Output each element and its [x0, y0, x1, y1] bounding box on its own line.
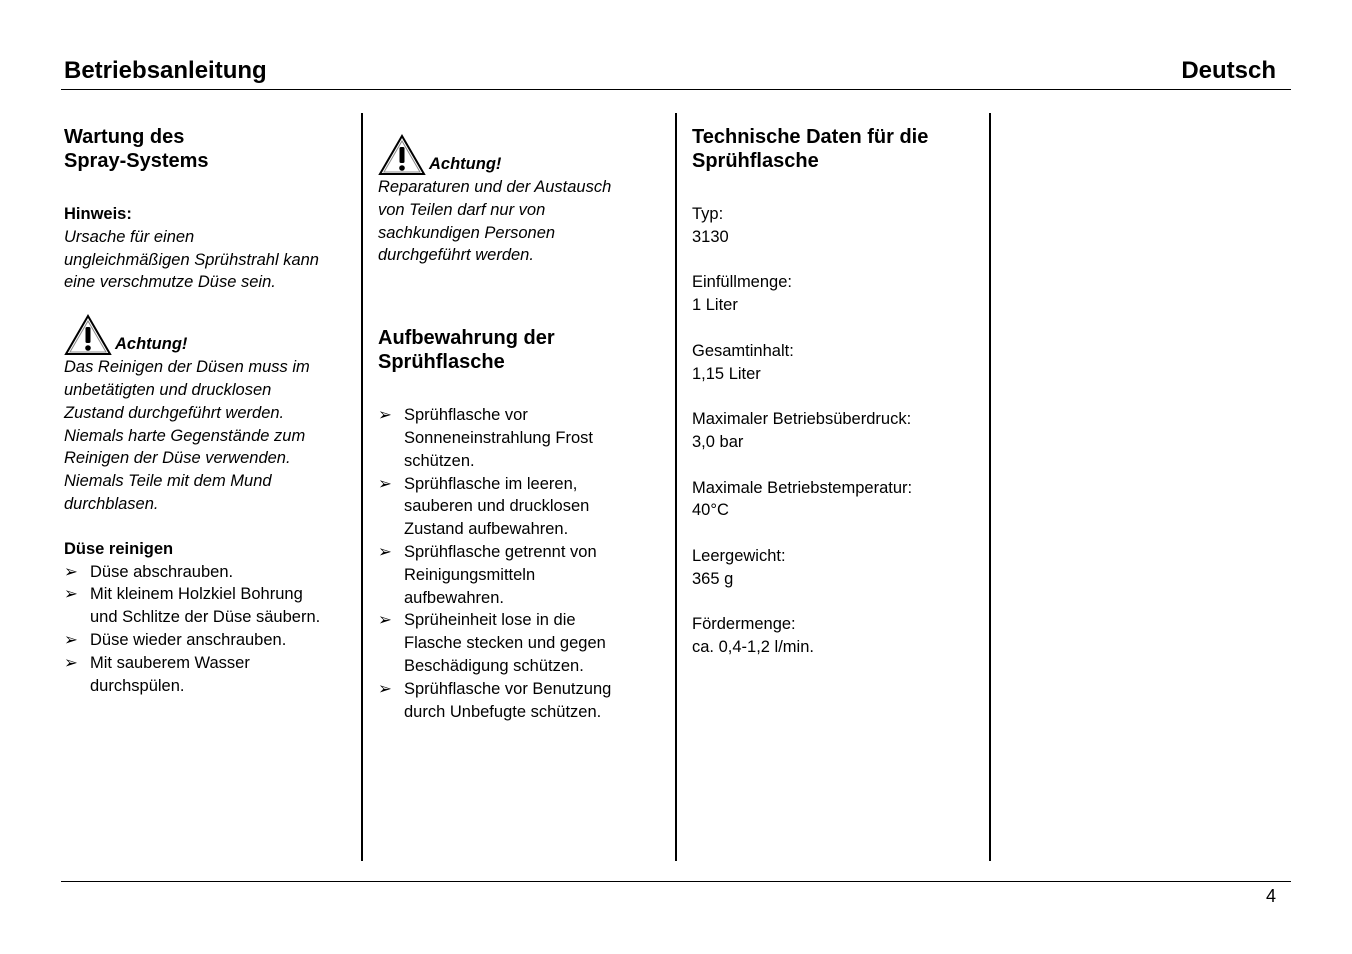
spec-value: 3,0 bar	[692, 432, 744, 451]
spec-max-pressure	[692, 408, 982, 454]
spec-flow-rate	[692, 613, 982, 659]
warning-block	[64, 314, 354, 356]
arrow-bullet-icon: ➢	[64, 562, 78, 581]
warning-triangle-icon	[64, 314, 112, 356]
arrow-bullet-icon: ➢	[378, 679, 392, 698]
arrow-bullet-icon: ➢	[64, 653, 78, 672]
spec-value: 40°C	[692, 501, 729, 520]
clean-steps-list	[64, 561, 354, 698]
list-item: ➢ Sprühflasche vor Sonneneinstrahlung Frost schützen.	[378, 406, 593, 470]
header-language: Deutsch	[1181, 57, 1276, 84]
section-title-maintenance	[64, 126, 354, 173]
title-line: Spray-Systems	[64, 149, 209, 172]
spec-label: Einfüllmenge:	[692, 273, 792, 292]
list-item: ➢ Sprühflasche vor Benutzung durch Unbefugte schützen.	[378, 679, 612, 721]
footer-rule	[61, 881, 1291, 882]
warning-label: Achtung!	[115, 335, 188, 354]
spec-total-volume	[692, 340, 982, 386]
spec-label: Gesamtinhalt:	[692, 341, 794, 360]
arrow-bullet-icon: ➢	[378, 542, 392, 561]
column-technical-data	[692, 126, 982, 659]
column-divider-3	[989, 113, 991, 861]
spec-value: ca. 0,4-1,2 l/min.	[692, 638, 814, 657]
column-divider-1	[361, 113, 363, 861]
title-line: Wartung des	[64, 126, 185, 148]
spec-label: Typ:	[692, 205, 724, 223]
spec-empty-weight	[692, 545, 982, 591]
warning-text: Das Reinigen der Düsen muss im unbetätigten und drucklosen Zustand durchgeführt werden. Niemals harte Gegenstände zum Reinigen der Düse verwenden. Niemals Teile mit dem Mund durchblasen.	[64, 358, 310, 513]
column-divider-2	[675, 113, 677, 861]
spec-label: Maximaler Betriebsüberdruck:	[692, 410, 912, 429]
hinweis-text: Ursache für einen ungleichmäßigen Sprühstrahl kann eine verschmutze Düse sein.	[64, 227, 319, 292]
spec-value: 1 Liter	[692, 296, 738, 315]
list-item: ➢ Düse wieder anschrauben.	[64, 629, 354, 652]
list-item: ➢ Sprüheinheit lose in die Flasche stecken und gegen Beschädigung schützen.	[378, 611, 606, 675]
title-line: Aufbewahrung der	[378, 327, 555, 350]
arrow-bullet-icon: ➢	[64, 630, 78, 649]
storage-list	[378, 404, 668, 723]
title-line: Sprühflasche	[378, 350, 505, 373]
section-title-storage	[378, 327, 668, 374]
arrow-bullet-icon: ➢	[378, 474, 392, 493]
spec-value: 3130	[692, 227, 729, 246]
column-maintenance	[64, 126, 354, 697]
title-line: Sprühflasche	[692, 149, 819, 172]
spec-label: Fördermenge:	[692, 615, 796, 634]
header-title: Betriebsanleitung	[64, 57, 267, 84]
arrow-bullet-icon: ➢	[64, 585, 78, 604]
clean-label: Düse reinigen	[64, 539, 174, 558]
header-rule	[61, 89, 1291, 90]
list-item: ➢ Sprühflasche im leeren, sauberen und drucklosen Zustand aufbewahren.	[378, 474, 590, 539]
list-item: ➢ Mit kleinem Holzkiel Bohrung und Schlitze der Düse säubern.	[64, 585, 321, 627]
section-title-technical-data	[692, 126, 982, 173]
warning-block	[378, 134, 668, 176]
page-number: 4	[1265, 886, 1276, 906]
title-line: Technische Daten für die	[692, 126, 929, 148]
spec-value: 1,15 Liter	[692, 364, 761, 383]
list-item: ➢ Mit sauberem Wasser durchspülen.	[64, 653, 250, 695]
list-item: ➢ Sprühflasche getrennt von Reinigungsmitteln aufbewahren.	[378, 542, 597, 607]
spec-typ	[692, 203, 982, 249]
spec-max-temperature	[692, 477, 982, 523]
list-item: ➢ Düse abschrauben.	[64, 561, 354, 584]
spec-fill-volume	[692, 271, 982, 317]
spec-value: 365 g	[692, 569, 734, 588]
arrow-bullet-icon: ➢	[378, 611, 392, 630]
warning-label: Achtung!	[429, 155, 502, 174]
spec-label: Leergewicht:	[692, 546, 786, 565]
warning-triangle-icon	[378, 134, 426, 176]
warning-text: Reparaturen und der Austausch von Teilen darf nur von sachkundigen Personen durchgeführt werden.	[378, 178, 612, 265]
hinweis-label: Hinweis:	[64, 205, 132, 223]
column-storage	[378, 134, 668, 723]
arrow-bullet-icon: ➢	[378, 406, 392, 425]
spec-label: Maximale Betriebstemperatur:	[692, 478, 913, 497]
